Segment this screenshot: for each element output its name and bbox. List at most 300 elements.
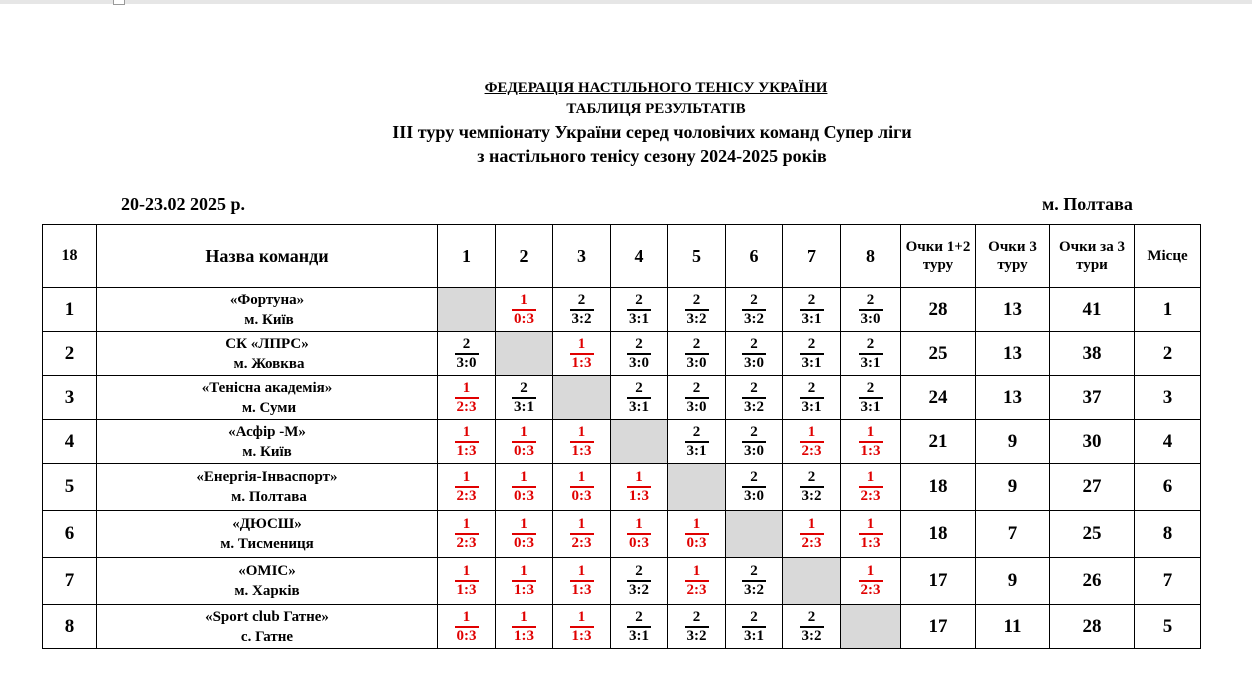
match-win: [800, 469, 824, 505]
match-loss: [512, 563, 536, 599]
points-round-1-2: 18: [901, 511, 976, 558]
match-points: 2: [859, 336, 883, 355]
points-total: 27: [1050, 464, 1135, 511]
match-loss: [685, 563, 709, 599]
header-place: Місце: [1135, 225, 1201, 288]
match-score: 0:3: [514, 488, 534, 504]
match-points: 2: [627, 380, 651, 399]
match-result-cell: [783, 605, 841, 649]
match-result-cell: [496, 464, 553, 511]
points-round-1-2: 18: [901, 464, 976, 511]
match-score: 3:1: [514, 398, 534, 415]
team-city: с. Гатне: [240, 628, 294, 645]
page-corner-marker: [113, 0, 125, 5]
team-name: «Асфір -М»: [228, 423, 306, 440]
match-result-cell: [726, 332, 783, 376]
match-win: [685, 609, 709, 645]
match-points: 2: [742, 563, 766, 582]
match-result-cell: [841, 288, 901, 332]
match-result-cell: [553, 332, 611, 376]
header-row: [43, 225, 1201, 288]
points-round-1-2: 24: [901, 376, 976, 420]
match-result-cell: [783, 376, 841, 420]
match-score: 3:2: [629, 582, 649, 598]
match-win: [800, 609, 824, 645]
subtitle-line-2: з настільного тенісу сезону 2024-2025 років: [477, 146, 827, 166]
match-result-cell: [438, 464, 496, 511]
team-cell: [97, 605, 438, 649]
match-result-cell: [668, 288, 726, 332]
match-win: [742, 609, 766, 645]
match-points: 2: [800, 336, 824, 355]
match-loss: [859, 516, 883, 552]
match-score: 1:3: [571, 354, 592, 371]
match-loss: [685, 516, 709, 552]
match-win: [685, 380, 709, 416]
match-win: [627, 292, 651, 328]
match-score: 3:2: [801, 627, 822, 644]
match-win: [627, 380, 651, 416]
match-result-cell: [841, 332, 901, 376]
match-win: [512, 380, 536, 416]
window-top-strip: [0, 0, 1252, 4]
points-total: 38: [1050, 332, 1135, 376]
points-round-3: 7: [976, 511, 1050, 558]
match-result-cell: [611, 605, 668, 649]
match-points: 1: [570, 563, 594, 582]
match-win: [685, 336, 709, 372]
points-total: 37: [1050, 376, 1135, 420]
match-result-cell: [726, 605, 783, 649]
match-score: 3:1: [860, 354, 881, 371]
match-loss: [570, 516, 594, 552]
match-points: 2: [627, 563, 651, 582]
match-loss: [859, 469, 883, 505]
match-score: 2:3: [571, 535, 592, 551]
match-win: [742, 336, 766, 372]
match-score: 2:3: [456, 535, 477, 551]
match-result-cell: [726, 464, 783, 511]
match-points: 2: [800, 609, 824, 628]
header-opponent-8: 8: [841, 225, 901, 288]
match-result-cell: [726, 376, 783, 420]
match-points: 1: [455, 469, 479, 488]
team-name: «ДЮСШ»: [232, 516, 302, 532]
match-win: [570, 292, 594, 328]
match-points: 2: [570, 292, 594, 311]
match-points: 1: [685, 516, 709, 535]
match-result-cell: [668, 376, 726, 420]
match-result-cell: [611, 511, 668, 558]
match-loss: [455, 609, 479, 645]
match-loss: [570, 424, 594, 460]
team-number: 8: [43, 605, 97, 649]
team-city: м. Жовква: [233, 355, 305, 372]
team-row: [43, 464, 1201, 511]
match-points: 1: [859, 563, 883, 582]
points-round-3: 9: [976, 420, 1050, 464]
match-win: [627, 563, 651, 599]
header-opponent-2: 2: [496, 225, 553, 288]
header-opponent-5: 5: [668, 225, 726, 288]
team-number: 1: [43, 288, 97, 332]
match-points: 1: [859, 469, 883, 488]
points-round-1-2: 25: [901, 332, 976, 376]
points-round-3: 13: [976, 376, 1050, 420]
team-cell: [97, 420, 438, 464]
match-points: 1: [512, 469, 536, 488]
match-win: [742, 469, 766, 505]
match-result-cell: [496, 288, 553, 332]
match-result-cell: [841, 420, 901, 464]
header-opponent-1: 1: [438, 225, 496, 288]
match-score: 3:1: [860, 398, 881, 415]
match-points: 1: [512, 563, 536, 582]
header-opponent-3: 3: [553, 225, 611, 288]
match-loss: [627, 469, 651, 505]
team-city: м. Харків: [234, 583, 300, 599]
match-score: 3:2: [744, 310, 764, 327]
match-score: 1:3: [860, 442, 881, 459]
match-win: [742, 563, 766, 599]
match-result-cell: [553, 511, 611, 558]
match-score: 0:3: [571, 488, 592, 504]
match-score: 0:3: [514, 310, 534, 327]
match-result-cell: [668, 605, 726, 649]
match-win: [800, 380, 824, 416]
place: 4: [1135, 420, 1201, 464]
diagonal-empty-cell: [553, 376, 611, 420]
match-score: 3:2: [686, 310, 707, 327]
match-result-cell: [841, 511, 901, 558]
match-result-cell: [553, 605, 611, 649]
match-loss: [512, 516, 536, 552]
match-score: 1:3: [629, 488, 649, 504]
place: 8: [1135, 511, 1201, 558]
match-points: 1: [512, 292, 536, 311]
match-points: 2: [859, 292, 883, 311]
match-points: 1: [627, 469, 651, 488]
match-score: 3:1: [629, 398, 649, 415]
team-cell: [97, 511, 438, 558]
match-loss: [512, 292, 536, 328]
match-score: 0:3: [514, 442, 534, 459]
match-score: 0:3: [456, 627, 477, 644]
match-points: 1: [455, 516, 479, 535]
match-result-cell: [726, 558, 783, 605]
match-score: 3:0: [456, 354, 477, 371]
match-result-cell: [841, 376, 901, 420]
match-result-cell: [496, 605, 553, 649]
team-row: [43, 420, 1201, 464]
match-loss: [455, 424, 479, 460]
match-loss: [512, 424, 536, 460]
match-points: 2: [627, 336, 651, 355]
points-total: 28: [1050, 605, 1135, 649]
points-round-3: 13: [976, 332, 1050, 376]
header-points-round-1-2: Очки 1+2 туру: [901, 225, 976, 288]
match-win: [742, 380, 766, 416]
place: 7: [1135, 558, 1201, 605]
diagonal-empty-cell: [783, 558, 841, 605]
match-score: 3:2: [744, 582, 764, 598]
match-win: [859, 336, 883, 372]
match-score: 1:3: [571, 582, 592, 598]
match-points: 2: [512, 380, 536, 399]
points-round-3: 13: [976, 288, 1050, 332]
match-score: 3:1: [801, 310, 822, 327]
team-row: [43, 605, 1201, 649]
points-round-1-2: 28: [901, 288, 976, 332]
match-score: 1:3: [571, 627, 592, 644]
match-loss: [570, 336, 594, 372]
diagonal-empty-cell: [438, 288, 496, 332]
match-result-cell: [841, 558, 901, 605]
team-name: «Фортуна»: [229, 291, 305, 308]
match-score: 3:2: [744, 398, 764, 415]
match-loss: [570, 563, 594, 599]
match-points: 1: [800, 424, 824, 443]
match-score: 1:3: [456, 442, 477, 459]
diagonal-empty-cell: [496, 332, 553, 376]
match-points: 1: [800, 516, 824, 535]
match-loss: [627, 516, 651, 552]
team-city: м. Тисмениця: [220, 536, 314, 552]
match-score: 0:3: [514, 535, 534, 551]
team-name: СК «ЛПРС»: [225, 335, 309, 352]
match-points: 2: [859, 380, 883, 399]
match-score: 2:3: [456, 398, 477, 415]
match-points: 1: [512, 609, 536, 628]
match-result-cell: [438, 420, 496, 464]
match-points: 2: [742, 380, 766, 399]
match-points: 1: [570, 469, 594, 488]
team-name: «Тенісна академія»: [201, 379, 333, 396]
match-result-cell: [611, 464, 668, 511]
match-score: 2:3: [801, 442, 822, 459]
match-score: 3:0: [744, 442, 764, 459]
match-result-cell: [611, 332, 668, 376]
team-number: 4: [43, 420, 97, 464]
match-score: 2:3: [801, 535, 822, 551]
match-loss: [859, 563, 883, 599]
match-score: 1:3: [514, 582, 534, 598]
team-name: «Sport club Гатне»: [205, 608, 329, 625]
match-score: 1:3: [571, 442, 592, 459]
match-result-cell: [783, 288, 841, 332]
place: 6: [1135, 464, 1201, 511]
match-loss: [512, 609, 536, 645]
results-table: [42, 224, 1201, 649]
match-points: 1: [455, 609, 479, 628]
match-score: 0:3: [629, 535, 649, 551]
match-score: 2:3: [860, 582, 881, 598]
place: 2: [1135, 332, 1201, 376]
match-loss: [455, 516, 479, 552]
match-score: 3:0: [744, 488, 764, 504]
match-score: 3:1: [744, 627, 764, 644]
match-result-cell: [726, 420, 783, 464]
match-points: 2: [627, 292, 651, 311]
match-result-cell: [726, 288, 783, 332]
match-points: 1: [455, 563, 479, 582]
match-result-cell: [783, 420, 841, 464]
team-number: 6: [43, 511, 97, 558]
match-points: 1: [570, 424, 594, 443]
match-result-cell: [668, 511, 726, 558]
match-result-cell: [783, 332, 841, 376]
match-points: 1: [512, 516, 536, 535]
points-total: 30: [1050, 420, 1135, 464]
match-loss: [455, 469, 479, 505]
match-score: 2:3: [860, 488, 881, 504]
place: 3: [1135, 376, 1201, 420]
match-result-cell: [611, 288, 668, 332]
match-result-cell: [496, 558, 553, 605]
header-opponent-7: 7: [783, 225, 841, 288]
match-score: 3:1: [686, 442, 707, 459]
match-score: 0:3: [686, 535, 707, 551]
match-points: 2: [742, 336, 766, 355]
match-loss: [455, 563, 479, 599]
team-city: м. Київ: [244, 311, 294, 328]
match-score: 3:1: [801, 398, 822, 415]
header-corner: 18: [43, 225, 97, 288]
match-score: 1:3: [860, 535, 881, 551]
match-result-cell: [438, 558, 496, 605]
event-city: м. Полтава: [1042, 194, 1133, 214]
match-score: 1:3: [456, 582, 477, 598]
match-points: 2: [627, 609, 651, 628]
team-cell: [97, 464, 438, 511]
team-cell: [97, 332, 438, 376]
team-city: м. Полтава: [231, 489, 307, 505]
team-city: м. Київ: [242, 443, 292, 460]
team-row: [43, 332, 1201, 376]
diagonal-empty-cell: [611, 420, 668, 464]
results-body: [43, 288, 1201, 649]
match-loss: [455, 380, 479, 416]
match-result-cell: [553, 420, 611, 464]
points-round-3: 9: [976, 558, 1050, 605]
match-score: 3:1: [801, 354, 822, 371]
match-points: 2: [742, 609, 766, 628]
team-number: 5: [43, 464, 97, 511]
match-loss: [800, 516, 824, 552]
points-round-3: 11: [976, 605, 1050, 649]
match-win: [455, 336, 479, 372]
match-points: 1: [859, 516, 883, 535]
match-score: 3:0: [860, 310, 881, 327]
match-points: 2: [685, 336, 709, 355]
place: 1: [1135, 288, 1201, 332]
header-points-round-3: Очки 3 туру: [976, 225, 1050, 288]
team-row: [43, 511, 1201, 558]
match-points: 2: [455, 336, 479, 355]
match-score: 3:2: [686, 627, 707, 644]
match-win: [800, 336, 824, 372]
points-round-1-2: 17: [901, 605, 976, 649]
match-result-cell: [438, 376, 496, 420]
match-win: [859, 292, 883, 328]
match-points: 2: [685, 380, 709, 399]
match-win: [859, 380, 883, 416]
match-result-cell: [668, 558, 726, 605]
match-points: 1: [570, 516, 594, 535]
diagonal-empty-cell: [668, 464, 726, 511]
match-points: 2: [742, 469, 766, 488]
team-name: «Енергія-Інваспорт»: [196, 469, 338, 485]
match-loss: [570, 609, 594, 645]
match-result-cell: [553, 288, 611, 332]
header-opponent-6: 6: [726, 225, 783, 288]
place: 5: [1135, 605, 1201, 649]
match-points: 2: [685, 424, 709, 443]
match-points: 2: [685, 292, 709, 311]
event-date: 20-23.02 2025 р.: [121, 194, 246, 214]
match-score: 2:3: [456, 488, 477, 504]
diagonal-empty-cell: [841, 605, 901, 649]
match-win: [685, 292, 709, 328]
team-cell: [97, 558, 438, 605]
match-result-cell: [496, 420, 553, 464]
points-round-1-2: 21: [901, 420, 976, 464]
match-loss: [800, 424, 824, 460]
federation-heading: ФЕДЕРАЦІЯ НАСТІЛЬНОГО ТЕНІСУ УКРАЇНИ: [484, 80, 828, 96]
header-opponent-4: 4: [611, 225, 668, 288]
match-result-cell: [668, 420, 726, 464]
match-win: [685, 424, 709, 460]
match-points: 2: [800, 469, 824, 488]
match-score: 3:1: [629, 627, 649, 644]
team-cell: [97, 288, 438, 332]
points-total: 25: [1050, 511, 1135, 558]
match-points: 1: [859, 424, 883, 443]
match-result-cell: [668, 332, 726, 376]
match-score: 3:2: [801, 488, 822, 504]
points-total: 26: [1050, 558, 1135, 605]
match-points: 1: [627, 516, 651, 535]
match-result-cell: [611, 376, 668, 420]
match-points: 2: [742, 424, 766, 443]
match-win: [742, 424, 766, 460]
team-number: 3: [43, 376, 97, 420]
team-number: 2: [43, 332, 97, 376]
team-row: [43, 288, 1201, 332]
match-loss: [570, 469, 594, 505]
match-score: 3:0: [744, 354, 764, 371]
match-result-cell: [553, 464, 611, 511]
match-win: [627, 609, 651, 645]
match-points: 1: [570, 336, 594, 355]
team-row: [43, 558, 1201, 605]
header-points-total: Очки за 3 тури: [1050, 225, 1135, 288]
match-points: 2: [685, 609, 709, 628]
diagonal-empty-cell: [726, 511, 783, 558]
match-result-cell: [496, 376, 553, 420]
match-result-cell: [496, 511, 553, 558]
team-name: «ОМІС»: [238, 563, 296, 579]
match-points: 1: [455, 424, 479, 443]
team-number: 7: [43, 558, 97, 605]
match-score: 3:1: [629, 310, 649, 327]
match-points: 1: [455, 380, 479, 399]
match-points: 2: [742, 292, 766, 311]
match-win: [627, 336, 651, 372]
match-result-cell: [553, 558, 611, 605]
points-round-3: 9: [976, 464, 1050, 511]
match-result-cell: [438, 605, 496, 649]
